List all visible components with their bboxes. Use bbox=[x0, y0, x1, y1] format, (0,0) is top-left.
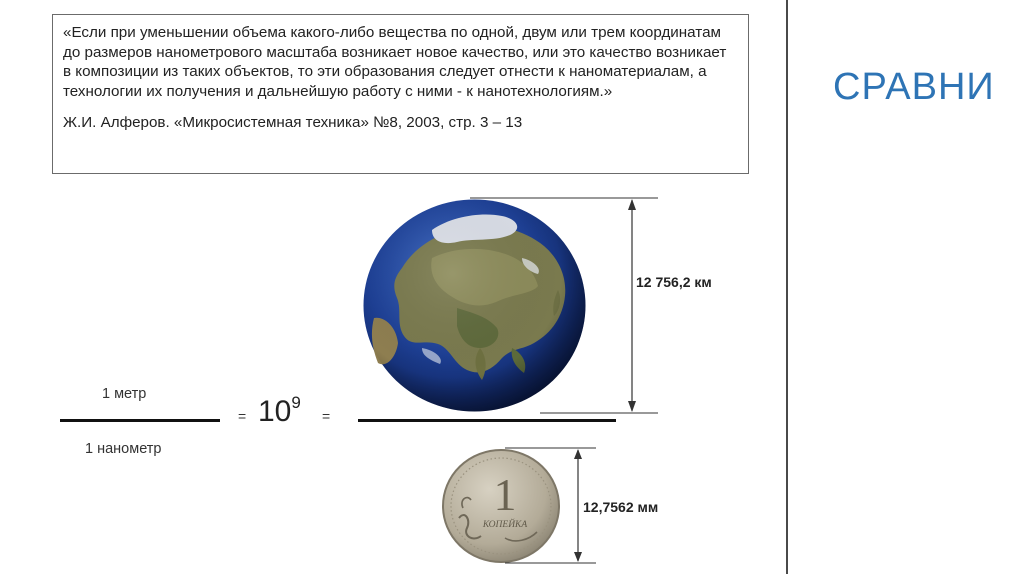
fraction-numerator: 1 метр bbox=[102, 386, 147, 402]
fraction-bar-right bbox=[358, 419, 616, 422]
coin-arrow-bottom bbox=[574, 552, 582, 562]
earth-diameter-label: 12 756,2 км bbox=[636, 274, 712, 290]
quote-text: «Если при уменьшении объема какого-либо вещества по одной, двум или трем координатам до размеров нанометрового масштаба возникает новое качество, или это качество возникает в композиции из таких объектов, то эти образования следует отнести к наноматериалам, а технологии их получения и дальнейшую работу с ними - к нанотехнологиям.» bbox=[63, 24, 727, 100]
power-exponent: 9 bbox=[291, 393, 301, 412]
slide-title: СРАВНИ bbox=[833, 66, 995, 108]
coin-denomination: 1 bbox=[493, 469, 517, 520]
quote-box bbox=[52, 14, 749, 174]
coin-label: КОПЕЙКА bbox=[482, 520, 528, 530]
fraction-denominator: 1 нанометр bbox=[85, 441, 162, 457]
coin-image bbox=[441, 448, 561, 564]
fraction-bar-left bbox=[60, 419, 220, 422]
power-base: 10 bbox=[258, 395, 292, 428]
quote-source: Ж.И. Алферов. «Микросистемная техника» №8, 2003, стр. 3 – 13 bbox=[63, 114, 523, 132]
coin-diameter-label: 12,7562 мм bbox=[583, 499, 659, 515]
earth-arrow-top bbox=[628, 199, 636, 210]
earth-globe-image bbox=[362, 198, 587, 413]
equals-sign-2: = bbox=[322, 408, 331, 424]
equals-sign-1: = bbox=[238, 408, 247, 424]
power-of-ten bbox=[258, 393, 301, 429]
vertical-divider bbox=[786, 0, 788, 574]
earth-arrow-bottom bbox=[628, 401, 636, 412]
coin-arrow-top bbox=[574, 449, 582, 459]
